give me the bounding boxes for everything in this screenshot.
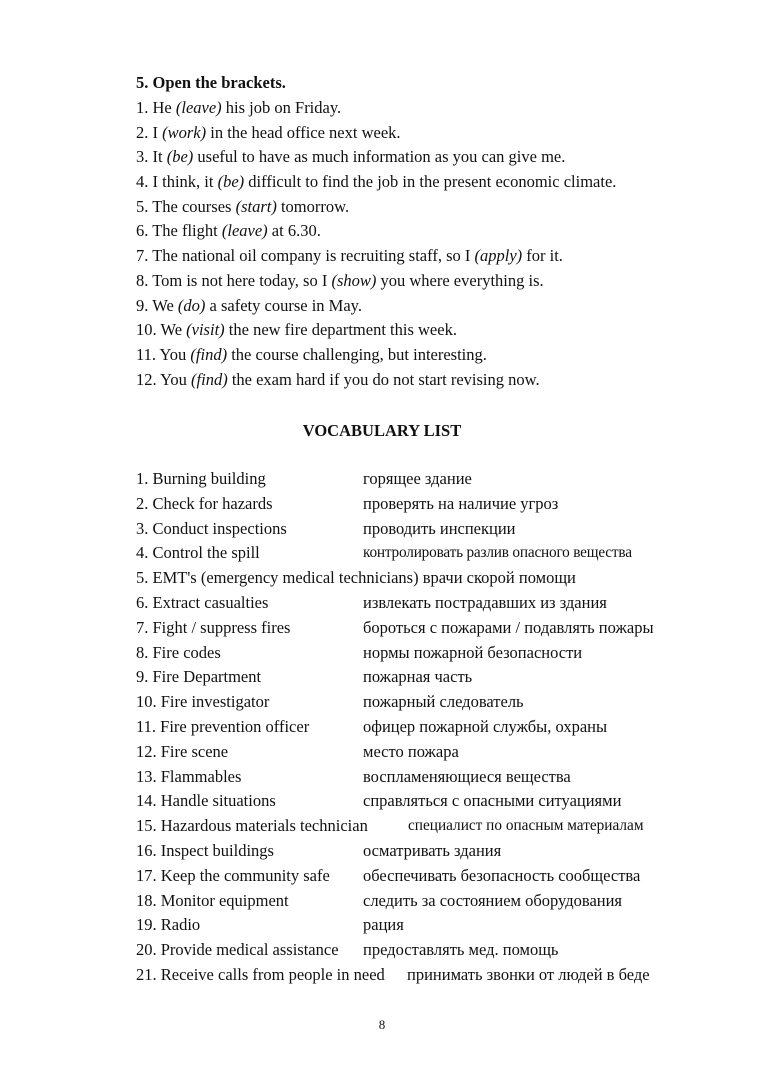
exercise-item: 10. We (visit) the new fire department this week. [136, 320, 457, 340]
term-en: 15. Hazardous materials technician [136, 816, 368, 836]
vocabulary-item [136, 765, 696, 790]
vocabulary-item [136, 740, 696, 765]
vocabulary-item [136, 938, 696, 963]
term-en: 17. Keep the community safe [136, 865, 330, 885]
verb-hint: (start) [235, 196, 277, 216]
vocabulary-item [136, 566, 696, 591]
exercise-item: 11. You (find) the course challenging, but interesting. [136, 344, 487, 364]
verb-hint: (visit) [186, 320, 225, 340]
term-en: 12. Fire scene [136, 741, 229, 761]
verb-hint: (find) [190, 344, 228, 364]
term-en: 18. Monitor equipment [136, 890, 289, 910]
vocabulary-item [136, 467, 696, 492]
exercise-item: 9. We (do) a safety course in May. [136, 295, 362, 315]
term-ru: осматривать здания [363, 840, 502, 860]
vocabulary-item [136, 864, 696, 889]
page-number: 8 [378, 1017, 386, 1032]
verb-hint: (apply) [474, 246, 523, 266]
term-ru: место пожара [363, 741, 459, 761]
term-ru: бороться с пожарами / подавлять пожары [363, 617, 654, 637]
term-ru: рация [363, 915, 404, 935]
verb-hint: (be) [166, 147, 194, 167]
vocabulary-item [136, 963, 696, 988]
term-en: 3. Conduct inspections [136, 518, 287, 538]
term-en: 10. Fire investigator [136, 692, 270, 712]
term-ru: пожарная часть [363, 667, 473, 687]
exercise-item: 5. The courses (start) tomorrow. [136, 196, 350, 216]
exercise-item: 7. The national oil company is recruiting staff, so I (apply) for it. [136, 246, 563, 266]
exercise-item: 12. You (find) the exam hard if you do not start revising now. [136, 369, 540, 389]
vocabulary-item [136, 690, 696, 715]
term-en: 16. Inspect buildings [136, 840, 274, 860]
vocabulary-item [136, 616, 696, 641]
exercise-list [136, 96, 616, 392]
term-ru: офицер пожарной службы, охраны [363, 716, 608, 736]
exercise-item: 4. I think, it (be) difficult to find the job in the present economic climate. [136, 172, 617, 192]
vocabulary-list [136, 467, 696, 988]
exercise-item: 6. The flight (leave) at 6.30. [136, 221, 321, 241]
term-ru: проверять на наличие угроз [363, 493, 559, 513]
term-ru: специалист по опасным материалам [408, 817, 644, 835]
verb-hint: (do) [177, 295, 206, 315]
term-en: 14. Handle situations [136, 791, 276, 811]
exercise-item: 2. I (work) in the head office next week. [136, 122, 401, 142]
term-ru: следить за состоянием оборудования [363, 890, 623, 910]
vocabulary-item [136, 889, 696, 914]
vocabulary-item [136, 541, 696, 566]
exercise-item: 3. It (be) useful to have as much information as you can give me. [136, 147, 566, 167]
term-ru: принимать звонки от людей в беде [407, 964, 650, 984]
term-en: 8. Fire codes [136, 642, 221, 662]
vocabulary-item [136, 839, 696, 864]
term-ru: пожарный следователь [363, 692, 524, 712]
term-ru: справляться с опасными ситуациями [363, 791, 622, 811]
vocabulary-item [136, 715, 696, 740]
term-en: 11. Fire prevention officer [136, 716, 310, 736]
term-ru: проводить инспекции [363, 518, 516, 538]
term-ru: извлекать пострадавших из здания [363, 592, 607, 612]
term-ru: предоставлять мед. помощь [363, 940, 559, 960]
exercise-heading: 5. Open the brackets. [136, 73, 286, 92]
exercise-item: 1. He (leave) his job on Friday. [136, 98, 342, 117]
vocabulary-item [136, 789, 696, 814]
verb-hint: (leave) [175, 98, 222, 117]
term-en: 6. Extract casualties [136, 592, 269, 612]
term-en: 2. Check for hazards [136, 493, 273, 513]
term-en: 13. Flammables [136, 766, 242, 786]
term-en: 20. Provide medical assistance [136, 940, 339, 960]
term-en: 7. Fight / suppress fires [136, 617, 291, 637]
verb-hint: (show) [331, 270, 377, 290]
term-full: 5. EMT's (emergency medical technicians) врачи скорой помощи [136, 568, 576, 588]
vocabulary-item [136, 492, 696, 517]
verb-hint: (work) [162, 122, 207, 142]
term-ru: обеспечивать безопасность сообщества [363, 865, 641, 885]
vocabulary-item [136, 517, 696, 542]
term-ru: горящее здание [363, 469, 472, 488]
term-en: 19. Radio [136, 915, 201, 935]
term-ru: воспламеняющиеся вещества [363, 766, 571, 786]
verb-hint: (leave) [221, 221, 268, 241]
term-en: 9. Fire Department [136, 667, 262, 687]
vocabulary-item [136, 591, 696, 616]
term-en: 4. Control the spill [136, 543, 260, 563]
verb-hint: (find) [191, 369, 228, 389]
verb-hint: (be) [217, 172, 245, 192]
vocabulary-item [136, 665, 696, 690]
vocabulary-title: VOCABULARY LIST [302, 421, 462, 440]
vocabulary-item [136, 814, 696, 839]
term-ru: нормы пожарной безопасности [363, 642, 583, 662]
vocabulary-item [136, 913, 696, 938]
exercise-item: 8. Tom is not here today, so I (show) you where everything is. [136, 270, 544, 290]
term-ru: контролировать разлив опасного вещества [363, 544, 632, 562]
vocabulary-item [136, 641, 696, 666]
term-en: 1. Burning building [136, 469, 266, 488]
term-en: 21. Receive calls from people in need [136, 964, 385, 984]
